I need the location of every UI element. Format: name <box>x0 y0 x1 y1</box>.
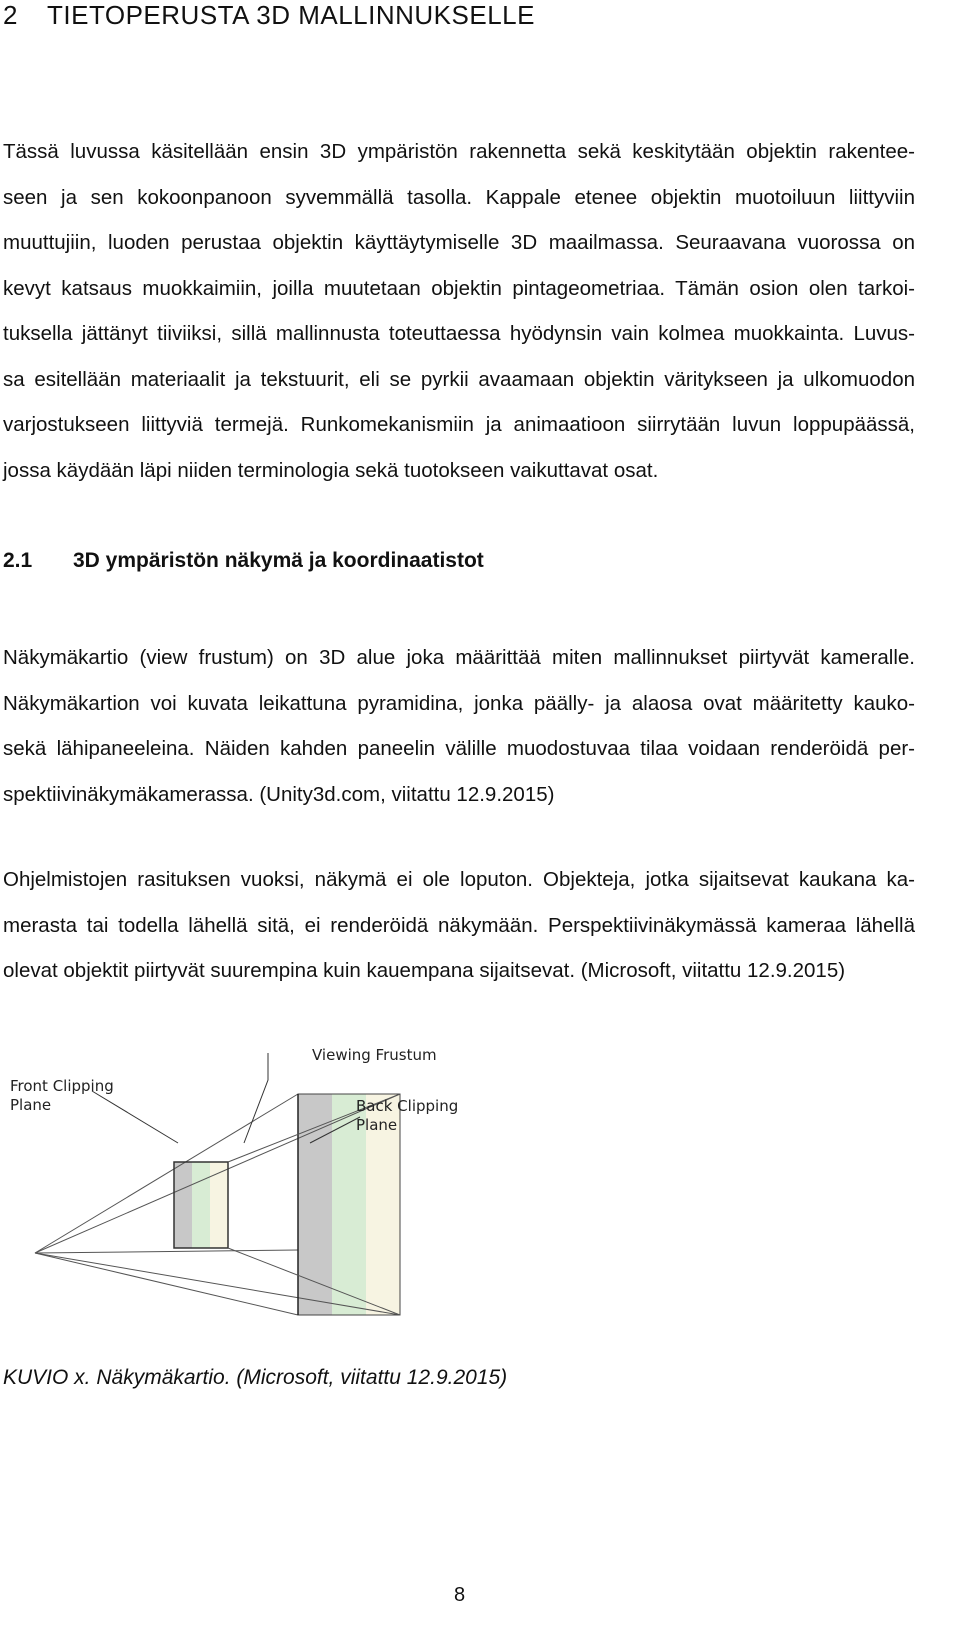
front-clipping-label-line1: Front Clipping <box>10 1077 114 1095</box>
text-line: tuksella jättänyt tiiviiksi, sillä mallinnusta toteuttaessa hyödynsin vain kolmea muokkainta. Luvus- <box>3 322 915 345</box>
page-number: 8 <box>454 1584 466 1606</box>
chapter-number: 2 <box>3 0 18 30</box>
chapter-heading <box>3 0 535 31</box>
back-clipping-label-line1: Back Clipping <box>356 1097 459 1115</box>
front-label-leader <box>92 1091 178 1143</box>
text-line: Tässä luvussa käsitellään ensin 3D ympäristön rakennetta sekä keskitytään objektin rakentee- <box>3 140 915 163</box>
front-plane-cream-stripe <box>210 1162 228 1248</box>
frustum-label-leader <box>244 1053 268 1143</box>
text-line: Näkymäkartion voi kuvata leikattuna pyramidina, jonka päälly- ja alaosa ovat määritetty kauko- <box>3 691 915 715</box>
figure-caption: KUVIO x. Näkymäkartio. (Microsoft, viitattu 12.9.2015) <box>3 1366 508 1389</box>
text-line: varjostukseen liittyviä termejä. Runkomekanismiin ja animaatioon siirrytään luvun loppupäässä, <box>3 413 915 436</box>
text-line: olevat objektit piirtyvät suurempina kuin kauempana sijaitsevat. (Microsoft, viitattu 12.9.2015) <box>3 959 846 982</box>
text-line: jossa käydään läpi niiden terminologia sekä tuotokseen vaikuttavat osat. <box>3 458 659 482</box>
text-line: kevyt katsaus muokkaimiin, joilla muutetaan objektin pintageometriaa. Tämän osion olen tarkoi- <box>3 276 915 300</box>
text-line: seen ja sen kokoonpanoon syvemmällä tasolla. Kappale etenee objektin muotoiluun liittyviin <box>3 185 915 209</box>
frustum-paragraph <box>3 635 915 817</box>
text-line: Näkymäkartio (view frustum) on 3D alue joka määrittää miten mallinnukset piirtyvät kameralle. <box>3 646 915 669</box>
viewing-frustum-label: Viewing Frustum <box>312 1046 437 1064</box>
intro-paragraph <box>3 129 915 493</box>
front-plane-gray-stripe <box>174 1162 192 1248</box>
rendering-paragraph <box>3 857 915 994</box>
text-line: sekä lähipaneeleina. Näiden kahden paneelin välille muodostuvaa tilaa voidaan renderöidä per- <box>3 737 915 760</box>
viewing-frustum-figure <box>0 1025 620 1355</box>
chapter-title: TIETOPERUSTA 3D MALLINNUKSELLE <box>47 0 535 30</box>
frustum-ray-top-far <box>35 1094 298 1253</box>
section-number: 2.1 <box>3 549 33 572</box>
text-line: merasta tai todella lähellä sitä, ei renderöidä näkymään. Perspektiivinäkymässä kameraa lähellä <box>3 913 915 937</box>
text-line: muuttujiin, luoden perustaa objektin käyttäytymiselle 3D maailmassa. Seuraavana vuorossa on <box>3 231 915 254</box>
frustum-ray-mid <box>35 1250 298 1253</box>
section-title: 3D ympäristön näkymä ja koordinaatistot <box>73 549 484 572</box>
text-line: spektiivinäkymäkamerassa. (Unity3d.com, viitattu 12.9.2015) <box>3 782 555 806</box>
text-line: Ohjelmistojen rasituksen vuoksi, näkymä ei ole loputon. Objekteja, jotka sijaitsevat kaukana ka- <box>3 868 915 891</box>
section-heading <box>3 549 484 573</box>
back-clipping-label-line2: Plane <box>356 1116 398 1134</box>
front-clipping-label-line2: Plane <box>10 1096 52 1114</box>
frustum-ray-bottom-far <box>35 1253 298 1315</box>
text-line: sa esitellään materiaalit ja tekstuurit, eli se pyrkii avaamaan objektin väritykseen ja ulkomuodon <box>3 367 915 391</box>
front-plane-green-stripe <box>192 1162 210 1248</box>
